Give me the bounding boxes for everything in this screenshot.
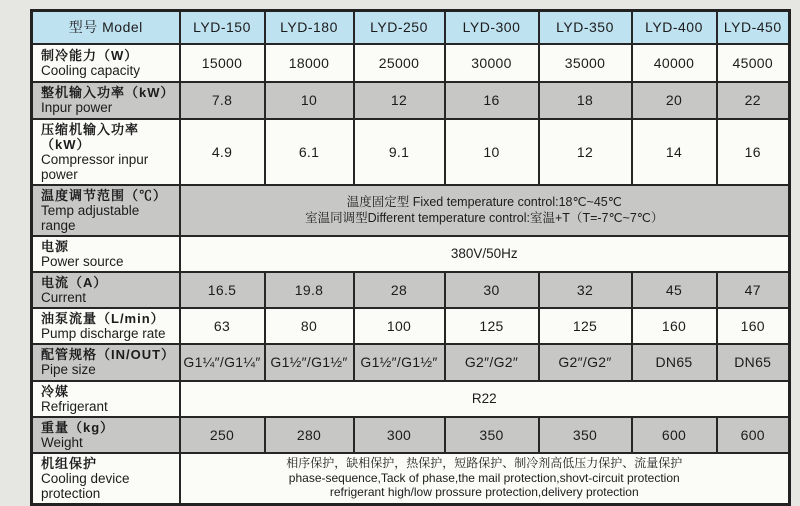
cell-value: 600 (717, 417, 790, 453)
cell-value: 125 (539, 308, 632, 344)
row-label-zh: 整机输入功率（kW） (41, 85, 175, 100)
cell-value: DN65 (632, 344, 717, 381)
cell-value: 35000 (539, 44, 632, 82)
cell-value: 10 (265, 82, 354, 119)
cell-value: 16 (717, 119, 790, 185)
cell-value: 18 (539, 82, 632, 119)
row-label-en: Pump discharge rate (41, 325, 166, 341)
header-model-label: 型号 Model (32, 11, 180, 44)
power-source-value: 380V/50Hz (450, 246, 518, 261)
row-label (32, 417, 180, 453)
row-label-zh: 重量（kg） (41, 419, 115, 435)
header-row (32, 11, 790, 44)
protection-line-3: refrigerant high/low prossure protection,delivery protection (329, 485, 639, 500)
row-label-en: Temp adjustable range (41, 202, 140, 233)
temp-control-line-1: 温度固定型 Fixed temperature control:18℃~45℃ (346, 195, 622, 209)
cell-value: DN65 (717, 344, 790, 381)
header-model-lyd350: LYD-350 (539, 11, 632, 44)
cell-value: 250 (180, 417, 265, 453)
row-label-zh: 温度调节范围（℃） (41, 187, 168, 203)
cell-value: 9.1 (354, 119, 445, 185)
cell-value: 25000 (354, 44, 445, 82)
cell-value: 7.8 (180, 82, 265, 119)
cell-value: 16 (445, 82, 539, 119)
cell-value: 600 (632, 417, 717, 453)
row-label-en: Inpur power (41, 100, 113, 115)
row-label (32, 344, 180, 381)
cell-value: 125 (445, 308, 539, 344)
row-label-en: Cooling capacity (41, 62, 141, 78)
row-label-zh: 机组保护 (41, 455, 98, 471)
cell-value: 30 (445, 272, 539, 308)
row-weight (32, 417, 790, 453)
cell-value: 19.8 (265, 272, 354, 308)
cell-value: 280 (265, 417, 354, 453)
row-label-en: Pipe size (41, 362, 96, 377)
row-cooling-device-protection (32, 453, 790, 505)
cell-span (180, 236, 790, 272)
cell-value: 350 (539, 417, 632, 453)
row-label-zh: 制冷能力（W） (41, 47, 139, 63)
protection-line-1: 相序保护，缺相保护，热保护，短路保护、制冷剂高低压力保护、流量保护 (286, 456, 683, 471)
header-model-lyd150: LYD-150 (180, 11, 265, 44)
cell-value: 350 (445, 417, 539, 453)
row-input-power (32, 82, 790, 119)
row-label (32, 272, 180, 308)
cell-value: 15000 (180, 44, 265, 82)
row-label-zh: 油泵流量（L/min） (41, 310, 165, 326)
cell-span (180, 453, 790, 505)
cell-value: G1½″/G1½″ (265, 344, 354, 381)
row-label (32, 453, 180, 505)
cell-value: 45 (632, 272, 717, 308)
cell-value: 28 (354, 272, 445, 308)
cell-value: 12 (354, 82, 445, 119)
row-power-source (32, 236, 790, 272)
row-label-en: Compressor inpur power (41, 151, 149, 182)
cell-value: 30000 (445, 44, 539, 82)
cell-value: G2″/G2″ (445, 344, 539, 381)
header-model-lyd450: LYD-450 (717, 11, 790, 44)
row-label-en: Refrigerant (41, 398, 108, 414)
row-label (32, 119, 180, 185)
header-model-lyd250: LYD-250 (354, 11, 445, 44)
cell-value: G1¼″/G1¼″ (180, 344, 265, 381)
row-refrigerant (32, 381, 790, 417)
row-label-zh: 配管规格（IN/OUT） (41, 347, 176, 362)
row-label-en: Power source (41, 253, 124, 269)
cell-value: 47 (717, 272, 790, 308)
header-model-lyd400: LYD-400 (632, 11, 717, 44)
cell-value: G2″/G2″ (539, 344, 632, 381)
cell-value: 6.1 (265, 119, 354, 185)
row-label (32, 308, 180, 344)
row-pump-discharge-rate (32, 308, 790, 344)
header-model-lyd180: LYD-180 (265, 11, 354, 44)
row-compressor-input-power (32, 119, 790, 185)
cell-value: 45000 (717, 44, 790, 82)
cell-value: 40000 (632, 44, 717, 82)
cell-value: 18000 (265, 44, 354, 82)
row-label (32, 381, 180, 417)
row-label-zh: 电流（A） (41, 274, 108, 290)
row-pipe-size (32, 344, 790, 381)
row-label-zh: 冷媒 (41, 383, 70, 399)
cell-value: G1½″/G1½″ (354, 344, 445, 381)
refrigerant-value: R22 (471, 391, 497, 406)
spec-table (30, 9, 791, 506)
row-current (32, 272, 790, 308)
row-temp-adjustable-range (32, 185, 790, 236)
row-label (32, 44, 180, 82)
row-label (32, 82, 180, 119)
row-cooling-capacity (32, 44, 790, 82)
cell-value: 100 (354, 308, 445, 344)
cell-value: 16.5 (180, 272, 265, 308)
cell-value: 22 (717, 82, 790, 119)
row-label (32, 236, 180, 272)
cell-value: 4.9 (180, 119, 265, 185)
cell-value: 80 (265, 308, 354, 344)
row-label-en: Weight (41, 434, 83, 450)
row-label-en: Current (41, 289, 87, 305)
header-model-lyd300: LYD-300 (445, 11, 539, 44)
cell-value: 300 (354, 417, 445, 453)
cell-value: 160 (632, 308, 717, 344)
cell-value: 10 (445, 119, 539, 185)
row-label-zh: 压缩机输入功率（kW） (41, 121, 140, 152)
cell-span (180, 185, 790, 236)
cell-value: 160 (717, 308, 790, 344)
row-label-en: Cooling device protection (41, 470, 130, 501)
row-label (32, 185, 180, 236)
cell-value: 12 (539, 119, 632, 185)
cell-value: 63 (180, 308, 265, 344)
temp-control-line-2: 室温同调型Different temperature control:室温+T（T=-7℃~7℃） (305, 211, 664, 225)
cell-value: 32 (539, 272, 632, 308)
row-label-zh: 电源 (41, 238, 70, 254)
protection-line-2: phase-sequence,Tack of phase,the mail protection,shovt-circuit protection (288, 470, 680, 485)
cell-value: 20 (632, 82, 717, 119)
cell-value: 14 (632, 119, 717, 185)
cell-span (180, 381, 790, 417)
